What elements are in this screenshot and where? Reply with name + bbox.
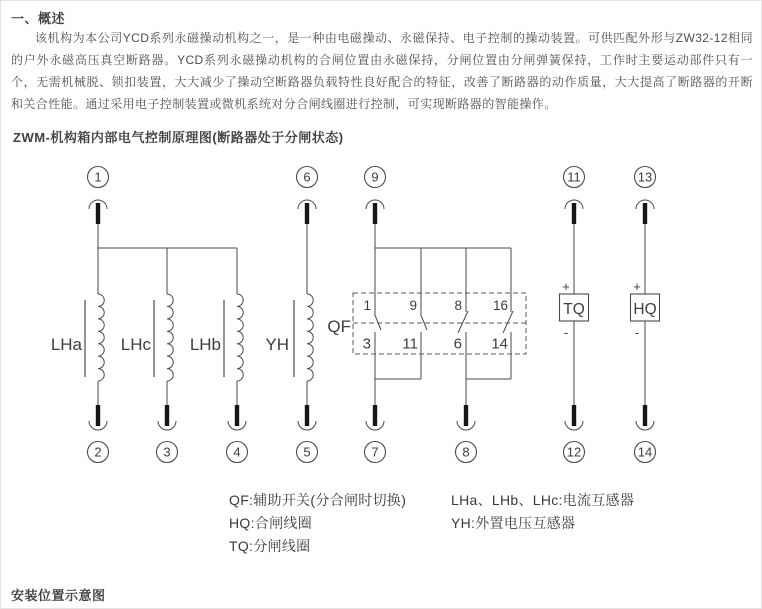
qf-contact-number: 1 xyxy=(363,298,371,313)
coil-lha-label: LHa xyxy=(50,335,82,354)
terminal-7-number: 7 xyxy=(371,444,379,460)
qf-contact-number: 11 xyxy=(402,335,418,353)
terminal-13-number: 13 xyxy=(637,169,653,185)
terminal-3 xyxy=(157,405,178,463)
terminal-11 xyxy=(564,167,585,225)
overview-paragraph: 该机构为本公司YCD系列永磁操动机构之一，是一种由电磁操动、永磁保持、电子控制的操动装置。可供匹配外形与ZW32-12相同的户外永磁高压真空断路器。YCD系列永磁操动机构的合闸位置由永磁保持，分闸位置由分闸弹簧保持，工作时主要运动部件只有一个，无需机械脱、锁扣装置，大大减少了操动空断路器负载特性良好配合的特征，改善了断路器的动作质量，大大提高了断路器的开断和关合性能。通过采用电子控制装置或微机系统对分合闸线圈进行控制，可实现断路器的智能操作。 xyxy=(11,31,753,111)
terminal-2 xyxy=(88,405,109,463)
coil-lhc-label: LHc xyxy=(120,335,151,354)
terminal-8-number: 8 xyxy=(462,444,470,460)
terminal-5-number: 5 xyxy=(303,444,311,460)
terminal-5 xyxy=(297,405,318,463)
coil-lhb xyxy=(190,294,243,381)
terminal-12-number: 12 xyxy=(566,444,582,460)
terminal-3-number: 3 xyxy=(163,444,171,460)
qf-contact-number: 3 xyxy=(362,335,371,353)
tq-minus-sign: - xyxy=(563,325,569,340)
terminal-4 xyxy=(227,405,248,463)
hq-minus-sign: - xyxy=(634,325,640,340)
coil-lhc xyxy=(121,294,173,381)
terminal-14-number: 14 xyxy=(637,444,653,460)
tq-plus-sign: + xyxy=(562,279,570,294)
qf-contact-number: 8 xyxy=(454,298,462,313)
legend-column-2 xyxy=(451,489,634,535)
qf-contact-9-11 xyxy=(402,293,427,379)
legend-tq: TQ:分闸线圈 xyxy=(229,538,311,554)
terminal-11-number: 11 xyxy=(567,169,581,185)
coil-yh-label: YH xyxy=(265,335,289,354)
qf-contact-number: 6 xyxy=(453,335,462,353)
terminal-4-number: 4 xyxy=(233,444,241,460)
terminal-1-number: 1 xyxy=(94,169,102,185)
circuit-diagram xyxy=(1,161,762,481)
legend-column-1 xyxy=(229,489,406,558)
terminal-7 xyxy=(365,405,386,463)
legend-yh: YH:外置电压互感器 xyxy=(451,515,576,531)
qf-contact-16-14 xyxy=(491,293,513,379)
terminal-6 xyxy=(297,167,318,225)
legend-lh: LHa、LHb、LHc:电流互感器 xyxy=(451,492,635,508)
terminal-6-number: 6 xyxy=(303,169,311,185)
terminal-9-number: 9 xyxy=(371,169,379,185)
diagram-heading: ZWM-机构箱内部电气控制原理图(断路器处于分闸状态) xyxy=(13,130,344,145)
terminal-14 xyxy=(635,405,656,463)
terminal-9 xyxy=(365,167,386,225)
coil-lha xyxy=(51,294,104,381)
legend-hq: HQ:合闸线圈 xyxy=(229,515,312,531)
installation-section-heading: 安装位置示意图 xyxy=(11,588,106,603)
terminal-12 xyxy=(564,405,585,463)
qf-auxiliary-switch xyxy=(327,293,526,379)
coil-yh xyxy=(265,294,313,381)
tq-label: TQ xyxy=(563,301,585,318)
qf-contact-1-3 xyxy=(363,293,381,379)
terminal-13 xyxy=(635,167,656,225)
qf-contact-number: 9 xyxy=(409,298,417,313)
qf-contact-8-6 xyxy=(454,293,468,379)
qf-contact-number: 14 xyxy=(491,335,508,353)
terminal-1 xyxy=(88,167,109,225)
qf-contact-number: 16 xyxy=(492,298,508,313)
hq-plus-sign: + xyxy=(633,279,641,294)
terminal-2-number: 2 xyxy=(94,444,102,460)
hq-label: HQ xyxy=(633,301,657,318)
qf-label: QF xyxy=(327,317,351,336)
overview-section-heading: 一、概述 xyxy=(11,11,66,26)
terminal-8 xyxy=(456,405,477,463)
legend-qf: QF:辅助开关(分合闸时切换) xyxy=(229,492,407,508)
coil-lhb-label: LHb xyxy=(189,335,221,354)
